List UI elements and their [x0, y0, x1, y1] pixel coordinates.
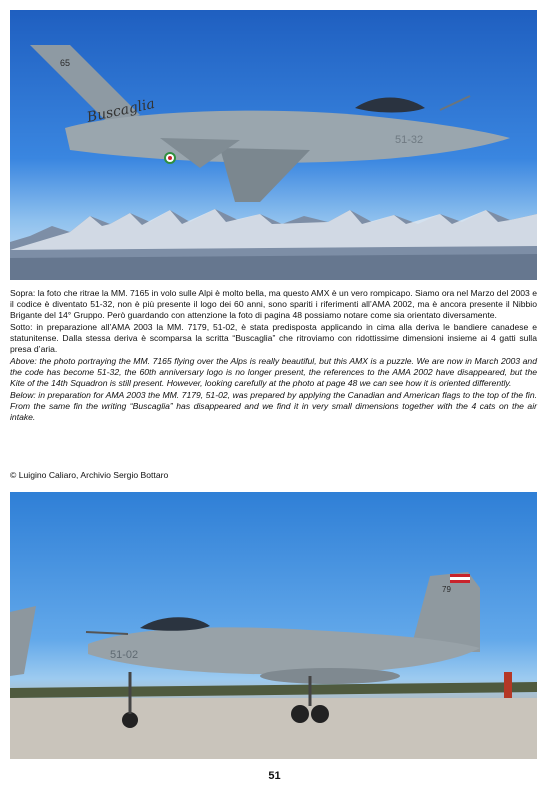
- photo-credit: [10, 470, 537, 481]
- nose-code: 51-02: [110, 649, 139, 661]
- tail-script: Buscaglia: [85, 95, 157, 126]
- caption-en-paragraph: Above: the photo portraying the MM. 7165 flying over the Alps is really beautiful, but this AMX is a puzzle. We are now in March 2003 and the code has become 51-32, the 60th anniversary logo is no longer present, the references to the AMA 2002 have disappeared, but the Kite of the 14th Squadron is still present. However, looking carefully at the photo at page 48 we can see how it is oriented differently.: [10, 356, 537, 389]
- nose-code: 51-32: [395, 134, 424, 146]
- caption-en-paragraph: Below: in preparation for AMA 2003 the MM. 7179, 51-02, was prepared by applying the Canadian and American flags to the top of the fin. From the same fin the writing “Buscaglia” has disappeared and we find it in very small dimensions together with the 4 cats on the air intake.: [10, 389, 537, 423]
- tree-line: [10, 682, 537, 698]
- photo-amx-in-flight: [10, 10, 537, 280]
- caption-it-paragraph: Sotto: in preparazione all’AMA 2003 la MM. 7179, 51-02, è stata predisposta applicando in cima alla deriva le bandiere canadese e statunitense. Dalla stessa deriva è scomparsa la scritta “Buscaglia” che ritroviamo con ridottissime dimensioni insieme ai 4 gatti sulla presa d’aria.: [10, 321, 537, 355]
- photo-amx-on-ground: [10, 492, 537, 759]
- tail-code: 65: [60, 58, 71, 68]
- credit-text: © Luigino Caliaro, Archivio Sergio Bottaro: [10, 470, 169, 480]
- aircraft-illustration: [10, 492, 537, 759]
- aircraft-illustration: [10, 10, 537, 280]
- caption-italian: [10, 288, 537, 355]
- snow-caps: [10, 209, 537, 250]
- tarmac: [10, 698, 537, 759]
- page-number: 51: [268, 770, 281, 782]
- caption-english: [10, 356, 537, 423]
- amx-aircraft-top: [30, 45, 510, 202]
- caption-it-paragraph: Sopra: la foto che ritrae la MM. 7165 in volo sulle Alpi è molto bella, ma questo AMX è un vero rompicapo. Siamo ora nel Marzo del 2003 e il codice è diventato 51-32, non è più presente il logo dei 60 anni, sono spariti i riferimenti all’AMA 2002, ma è ancora presente il Nibbio Brigante del 14° Gruppo. Però guardando con attenzione la foto di pagina 48 possiamo notare come sia orientato diversamente.: [10, 288, 537, 321]
- tail-code: 79: [442, 585, 451, 594]
